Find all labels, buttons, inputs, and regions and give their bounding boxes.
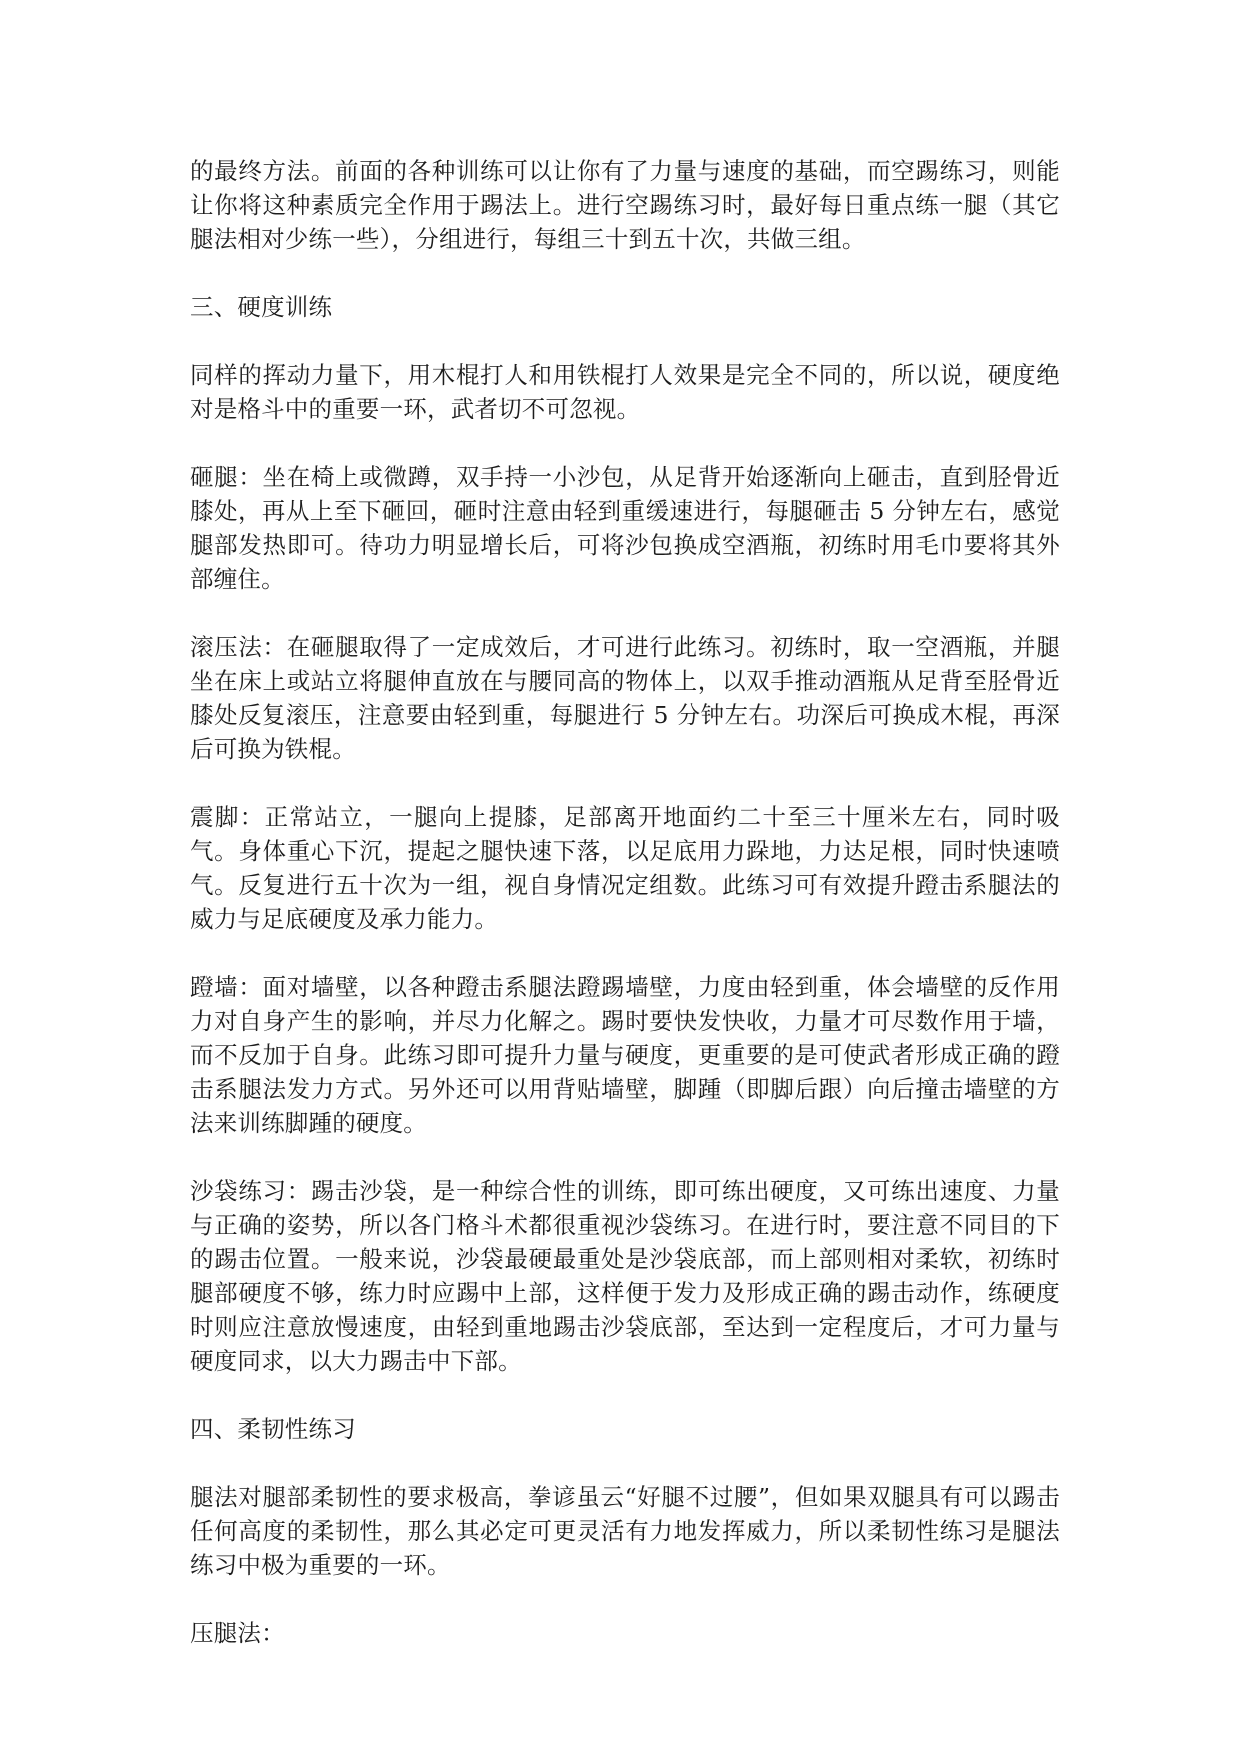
section-heading-hardness-training: 三、硬度训练 [190, 293, 333, 321]
subheading-leg-press: 压腿法： [190, 1619, 285, 1647]
paragraph-rolling-press: 滚压法：在砸腿取得了一定成效后，才可进行此练习。初练时，取一空酒瓶，并腿坐在床上或站立将腿伸直放在与腰同高的物体上，以双手推动酒瓶从足背至胫骨近膝处反复滚压，注意要由轻到重，每腿进行 5 分钟左右。功深后可换成木棍，再深后可换为铁棍。 [190, 633, 1060, 763]
paragraph-leg-pounding: 砸腿：坐在椅上或微蹲，双手持一小沙包，从足背开始逐渐向上砸击，直到胫骨近膝处，再从上至下砸回，砸时注意由轻到重缓速进行，每腿砸击 5 分钟左右，感觉腿部发热即可。待功力明显增长后，可将沙包换成空酒瓶，初练时用毛巾要将其外部缠住。 [190, 463, 1060, 593]
paragraph-flexibility-intro: 腿法对腿部柔韧性的要求极高，拳谚虽云“好腿不过腰”，但如果双腿具有可以踢击任何高度的柔韧性，那么其必定可更灵活有力地发挥威力，所以柔韧性练习是腿法练习中极为重要的一环。 [190, 1483, 1060, 1579]
document-body [190, 154, 1060, 1650]
paragraph-foot-stomp: 震脚：正常站立，一腿向上提膝，足部离开地面约二十至三十厘米左右，同时吸气。身体重心下沉，提起之腿快速下落，以足底用力跺地，力达足根，同时快速喷气。反复进行五十次为一组，视自身情况定组数。此练习可有效提升蹬击系腿法的威力与足底硬度及承力能力。 [190, 803, 1060, 933]
section-heading-flexibility: 四、柔韧性练习 [190, 1415, 356, 1443]
paragraph-kick-practice-end: 的最终方法。前面的各种训练可以让你有了力量与速度的基础，而空踢练习，则能让你将这种素质完全作用于踢法上。进行空踢练习时，最好每日重点练一腿（其它腿法相对少练一些），分组进行，每组三十到五十次，共做三组。 [190, 157, 1060, 253]
paragraph-sandbag-practice: 沙袋练习：踢击沙袋，是一种综合性的训练，即可练出硬度，又可练出速度、力量与正确的姿势，所以各门格斗术都很重视沙袋练习。在进行时，要注意不同目的下的踢击位置。一般来说，沙袋最硬最重处是沙袋底部，而上部则相对柔软，初练时腿部硬度不够，练力时应踢中上部，这样便于发力及形成正确的踢击动作，练硬度时则应注意放慢速度，由轻到重地踢击沙袋底部，至达到一定程度后，才可力量与硬度同求，以大力踢击中下部。 [190, 1177, 1060, 1375]
paragraph-wall-kick: 蹬墙：面对墙壁，以各种蹬击系腿法蹬踢墙壁，力度由轻到重，体会墙壁的反作用力对自身产生的影响，并尽力化解之。踢时要快发快收，力量才可尽数作用于墙，而不反加于自身。此练习即可提升力量与硬度，更重要的是可使武者形成正确的蹬击系腿法发力方式。另外还可以用背贴墙壁，脚踵（即脚后跟）向后撞击墙壁的方法来训练脚踵的硬度。 [190, 973, 1060, 1137]
paragraph-hardness-intro: 同样的挥动力量下，用木棍打人和用铁棍打人效果是完全不同的，所以说，硬度绝对是格斗中的重要一环，武者切不可忽视。 [190, 361, 1060, 423]
